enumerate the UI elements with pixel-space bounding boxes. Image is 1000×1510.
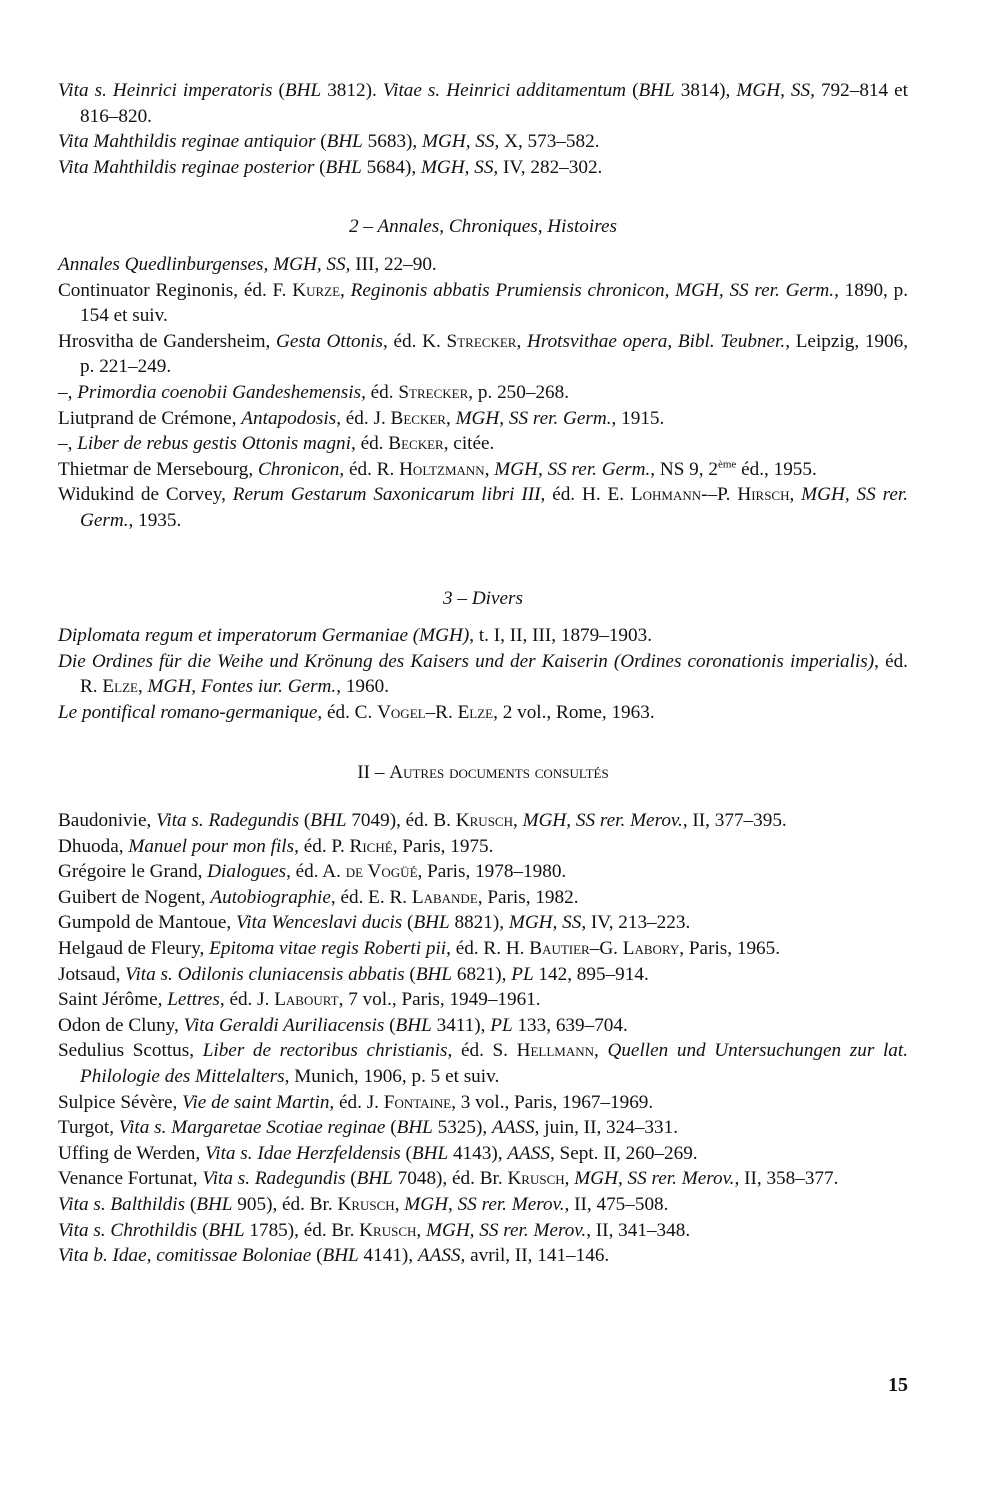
bibliography-entry: Vita Mahthildis reginae antiquior (BHL 5683), MGH, SS, X, 573–582. <box>58 131 600 153</box>
bibliography-entry: Le pontifical romano-germanique, éd. C. Vogel–R. Elze, 2 vol., Rome, 1963. <box>58 701 655 723</box>
bibliography-entry: Guibert de Nogent, Autobiographie, éd. E. R. Labande, Paris, 1982. <box>58 886 579 908</box>
bibliography-entry: Venance Fortunat, Vita s. Radegundis (BHL 7048), éd. Br. Krusch, MGH, SS rer. Merov., II, 358–377. <box>58 1168 839 1190</box>
bibliography-entry: Vita s. Heinrici imperatoris (BHL 3812). Vitae s. Heinrici additamentum (BHL 3814), MGH, SS, 792–814 et 816–820. <box>58 80 909 127</box>
bibliography-entry: –, Primordia coenobii Gandeshemensis, éd. Strecker, p. 250–268. <box>58 381 570 403</box>
section-heading-annales: 2 – Annales, Chroniques, Histoires <box>349 216 617 237</box>
annales-bibliography-list <box>58 252 908 534</box>
bibliography-entry: Sedulius Scottus, Liber de rectoribus christianis, éd. S. Hellmann, Quellen und Untersuchungen zur lat. Philologie des Mittelalters, Munich, 1906, p. 5 et suiv. <box>58 1040 908 1087</box>
top-bibliography-list <box>58 78 908 180</box>
bibliography-entry: Dhuoda, Manuel pour mon fils, éd. P. Riché, Paris, 1975. <box>58 835 494 857</box>
section-heading-divers: 3 – Divers <box>443 588 523 609</box>
section-heading-autres-documents: II – Autres documents consultés <box>357 762 609 783</box>
bibliography-entry: Baudonivie, Vita s. Radegundis (BHL 7049), éd. B. Krusch, MGH, SS rer. Merov., II, 377–395. <box>58 810 787 831</box>
bibliography-entry: Die Ordines für die Weihe und Krönung des Kaisers und der Kaiserin (Ordines coronationis imperialis), éd. R. Elze, MGH, Fontes iur. Germ., 1960. <box>58 650 908 698</box>
bibliography-entry: Vita s. Chrothildis (BHL 1785), éd. Br. Krusch, MGH, SS rer. Merov., II, 341–348. <box>58 1219 691 1241</box>
bibliography-entry: Hrosvitha de Gandersheim, Gesta Ottonis, éd. K. Strecker, Hrotsvithae opera, Bibl. Teubner., Leipzig, 1906, p. 221–249. <box>58 330 909 378</box>
bibliography-entry: Grégoire le Grand, Dialogues, éd. A. de Vogüé, Paris, 1978–1980. <box>58 861 567 883</box>
bibliography-entry: Jotsaud, Vita s. Odilonis cluniacensis abbatis (BHL 6821), PL 142, 895–914. <box>58 963 649 985</box>
bibliography-entry: Turgot, Vita s. Margaretae Scotiae reginae (BHL 5325), AASS, juin, II, 324–331. <box>58 1117 679 1139</box>
bibliography-entry: Sulpice Sévère, Vie de saint Martin, éd. J. Fontaine, 3 vol., Paris, 1967–1969. <box>58 1091 654 1113</box>
page-number: 15 <box>888 1374 908 1396</box>
autres-documents-bibliography-list <box>58 808 908 1269</box>
bibliography-entry: Vita Mahthildis reginae posterior (BHL 5684), MGH, SS, IV, 282–302. <box>58 156 603 178</box>
bibliography-entry: Uffing de Werden, Vita s. Idae Herzfeldensis (BHL 4143), AASS, Sept. II, 260–269. <box>58 1142 698 1164</box>
bibliography-entry: Helgaud de Fleury, Epitoma vitae regis Roberti pii, éd. R. H. Bautier–G. Labory, Paris, 1965. <box>58 937 781 959</box>
bibliography-entry: Continuator Reginonis, éd. F. Kurze, Reginonis abbatis Prumiensis chronicon, MGH, SS rer. Germ., 1890, p. 154 et suiv. <box>58 279 909 327</box>
divers-bibliography-list <box>58 623 908 725</box>
bibliography-entry: Widukind de Corvey, Rerum Gestarum Saxonicarum libri III, éd. H. E. Lohmann-–P. Hirsch, MGH, SS rer. Germ., 1935. <box>58 484 909 531</box>
bibliography-entry: Liutprand de Crémone, Antapodosis, éd. J. Becker, MGH, SS rer. Germ., 1915. <box>58 407 665 429</box>
bibliography-entry: Vita s. Balthildis (BHL 905), éd. Br. Krusch, MGH, SS rer. Merov., II, 475–508. <box>58 1193 669 1215</box>
bibliography-entry: Diplomata regum et imperatorum Germaniae (MGH), t. I, II, III, 1879–1903. <box>58 625 653 646</box>
bibliography-entry: Thietmar de Mersebourg, Chronicon, éd. R. Holtzmann, MGH, SS rer. Germ., NS 9, 2ème éd., 1955. <box>58 458 817 480</box>
bibliography-entry: Gumpold de Mantoue, Vita Wenceslavi ducis (BHL 8821), MGH, SS, IV, 213–223. <box>58 912 691 934</box>
bibliography-entry: Vita b. Idae, comitissae Boloniae (BHL 4141), AASS, avril, II, 141–146. <box>58 1245 610 1267</box>
bibliography-entry: Saint Jérôme, Lettres, éd. J. Labourt, 7 vol., Paris, 1949–1961. <box>58 989 541 1011</box>
bibliography-entry: Odon de Cluny, Vita Geraldi Auriliacensis (BHL 3411), PL 133, 639–704. <box>58 1014 628 1036</box>
bibliography-entry: Annales Quedlinburgenses, MGH, SS, III, 22–90. <box>58 254 437 275</box>
bibliography-entry: –, Liber de rebus gestis Ottonis magni, éd. Becker, citée. <box>58 433 495 455</box>
